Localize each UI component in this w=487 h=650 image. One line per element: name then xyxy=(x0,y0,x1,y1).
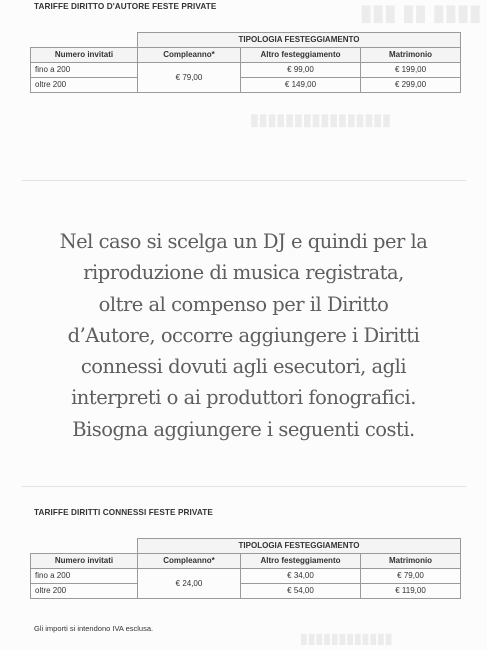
paragraph-line: Bisogna aggiungere i seguenti costi. xyxy=(72,417,415,441)
info-paragraph xyxy=(0,226,487,445)
altro-value: € 149,00 xyxy=(241,78,361,93)
row-label: oltre 200 xyxy=(31,78,138,93)
altro-value: € 54,00 xyxy=(241,584,361,599)
paragraph-line: riproduzione di musica registrata, xyxy=(83,261,404,285)
compleanno-value: € 79,00 xyxy=(138,63,241,93)
table-row xyxy=(31,78,461,93)
tariffe-diritto-autore-table xyxy=(30,32,460,93)
table1-title: TARIFFE DIRITTO D'AUTORE FESTE PRIVATE xyxy=(34,2,217,11)
matrimonio-value: € 299,00 xyxy=(361,78,461,93)
table-row xyxy=(31,569,461,584)
paragraph-line: interpreti o ai produttori fonografici. xyxy=(71,386,416,410)
table-corner xyxy=(31,33,138,48)
paragraph-line: d’Autore, occorre aggiungere i Diritti xyxy=(67,323,420,347)
background-ghost-text: ▮▮▮▮▮▮▮▮▮▮▮▮▮▮▮▮ xyxy=(250,112,391,129)
header-matrimonio: Matrimonio xyxy=(361,554,461,569)
compleanno-value: € 24,00 xyxy=(138,569,241,599)
divider xyxy=(22,180,466,181)
row-label: fino a 200 xyxy=(31,569,138,584)
altro-value: € 34,00 xyxy=(241,569,361,584)
table-row xyxy=(31,63,461,78)
matrimonio-value: € 199,00 xyxy=(361,63,461,78)
divider xyxy=(22,486,466,487)
background-ghost-text: ▮▮▮ ▮▮ ▮▮▮▮ xyxy=(360,0,482,25)
header-compleanno: Compleanno* xyxy=(138,48,241,63)
table-corner xyxy=(31,539,138,554)
header-compleanno: Compleanno* xyxy=(138,554,241,569)
paragraph-line: connessi dovuti agli esecutori, agli xyxy=(80,355,407,379)
altro-value: € 99,00 xyxy=(241,63,361,78)
header-numero-invitati: Numero invitati xyxy=(31,48,138,63)
matrimonio-value: € 119,00 xyxy=(361,584,461,599)
paragraph-line: oltre al compenso per il Diritto xyxy=(98,292,389,316)
matrimonio-value: € 79,00 xyxy=(361,569,461,584)
table2-title: TARIFFE DIRITTI CONNESSI FESTE PRIVATE xyxy=(34,508,213,517)
group-header: TIPOLOGIA FESTEGGIAMENTO xyxy=(138,539,461,554)
tariffe-diritti-connessi-table xyxy=(30,538,460,599)
row-label: fino a 200 xyxy=(31,63,138,78)
header-numero-invitati: Numero invitati xyxy=(31,554,138,569)
footnote: Gli importi si intendono IVA esclusa. xyxy=(34,624,154,633)
header-matrimonio: Matrimonio xyxy=(361,48,461,63)
paragraph-line: Nel caso si scelga un DJ e quindi per la xyxy=(59,230,428,253)
header-altro-festeggiamento: Altro festeggiamento xyxy=(241,554,361,569)
header-altro-festeggiamento: Altro festeggiamento xyxy=(241,48,361,63)
table-row xyxy=(31,584,461,599)
group-header: TIPOLOGIA FESTEGGIAMENTO xyxy=(138,33,461,48)
row-label: oltre 200 xyxy=(31,584,138,599)
background-ghost-text: ▮▮▮▮▮▮▮▮▮▮▮▮ xyxy=(300,630,393,646)
